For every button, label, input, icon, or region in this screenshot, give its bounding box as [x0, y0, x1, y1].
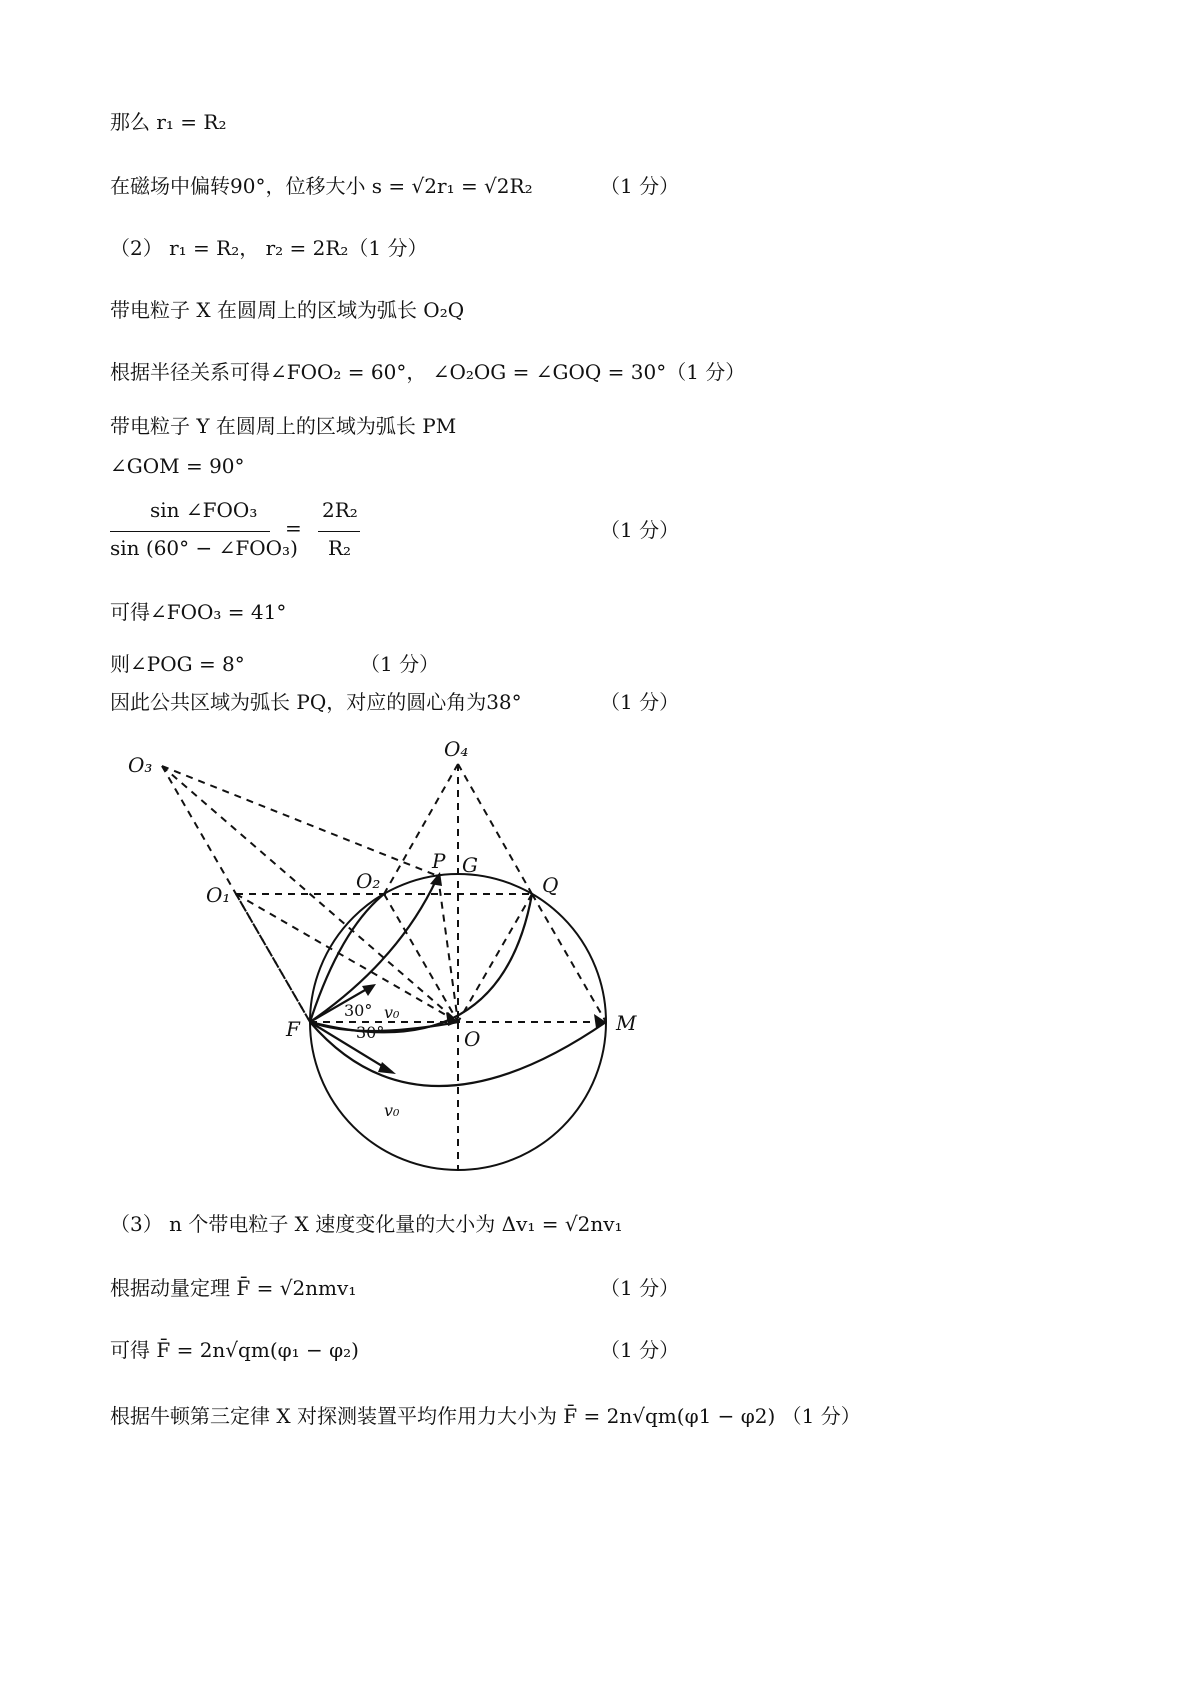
text-line-11: 因此公共区域为弧长 PQ，对应的圆心角为38° [110, 690, 522, 714]
fraction-denominator: sin (60° − ∠FOO₃) [110, 536, 298, 560]
label-o3: O₃ [128, 753, 153, 777]
arrowhead-lower [378, 1062, 396, 1074]
fraction-right-denominator: R₂ [328, 536, 352, 560]
fraction-numerator: sin ∠FOO₃ [150, 498, 258, 522]
text-line-1: 那么 r₁ = R₂ [110, 110, 227, 134]
fraction-bar [110, 531, 270, 532]
label-v0-lower: v₀ [384, 1101, 400, 1120]
label-o2: O₂ [356, 869, 381, 893]
score-line-11: （1 分） [600, 690, 680, 714]
fraction-equals: = [285, 516, 302, 540]
label-m: M [616, 1011, 637, 1035]
score-fraction: （1 分） [600, 518, 680, 542]
text-line-4: 带电粒子 X 在圆周上的区域为弧长 O₂Q [110, 298, 465, 322]
fraction-right-numerator: 2R₂ [322, 498, 358, 522]
score-line-10: （1 分） [360, 652, 440, 676]
text-line-10: 则∠POG = 8° [110, 652, 245, 676]
label-g: G [462, 853, 478, 877]
score-line-13: （1 分） [600, 1276, 680, 1300]
label-p: P [432, 849, 446, 873]
label-f: F [286, 1017, 300, 1041]
label-v0-upper: v₀ [384, 1003, 400, 1022]
label-o1: O₁ [206, 883, 231, 907]
score-line-14: （1 分） [600, 1338, 680, 1362]
dashed-q-o [458, 894, 532, 1022]
label-o: O [464, 1027, 481, 1051]
text-line-7: ∠GOM = 90° [110, 454, 245, 478]
text-line-12: （3） n 个带电粒子 X 速度变化量的大小为 Δv₁ = √2nv₁ [110, 1212, 623, 1236]
label-angle-upper: 30° [344, 1001, 373, 1020]
dashed-q-m [532, 894, 606, 1022]
text-line-9: 可得∠FOO₃ = 41° [110, 600, 287, 624]
label-o4: O₄ [444, 737, 469, 761]
label-q: Q [542, 873, 559, 897]
text-line-13: 根据动量定理 F̄ = √2nmv₁ [110, 1276, 357, 1300]
dashed-p-o [438, 876, 458, 1022]
fraction-equation [110, 498, 380, 568]
text-line-15: 根据牛顿第三定律 X 对探测装置平均作用力大小为 F̄ = 2n√qm(φ1 − φ2) （1 分） [110, 1404, 861, 1428]
text-line-14: 可得 F̄ = 2n√qm(φ₁ − φ₂) [110, 1338, 359, 1362]
dashed-o3-p [162, 766, 438, 876]
score-line-2: （1 分） [600, 174, 680, 198]
text-line-6: 带电粒子 Y 在圆周上的区域为弧长 PM [110, 414, 457, 438]
label-angle-lower: 30° [356, 1023, 385, 1042]
geometry-figure [0, 720, 700, 1190]
text-line-3: （2） r₁ = R₂， r₂ = 2R₂（1 分） [110, 236, 428, 260]
text-line-5: 根据半径关系可得∠FOO₂ = 60°， ∠O₂OG = ∠GOQ = 30°（1 分） [110, 360, 746, 384]
fraction-right-bar [318, 531, 360, 532]
text-line-2: 在磁场中偏转90°，位移大小 s = √2r₁ = √2R₂ [110, 174, 533, 198]
